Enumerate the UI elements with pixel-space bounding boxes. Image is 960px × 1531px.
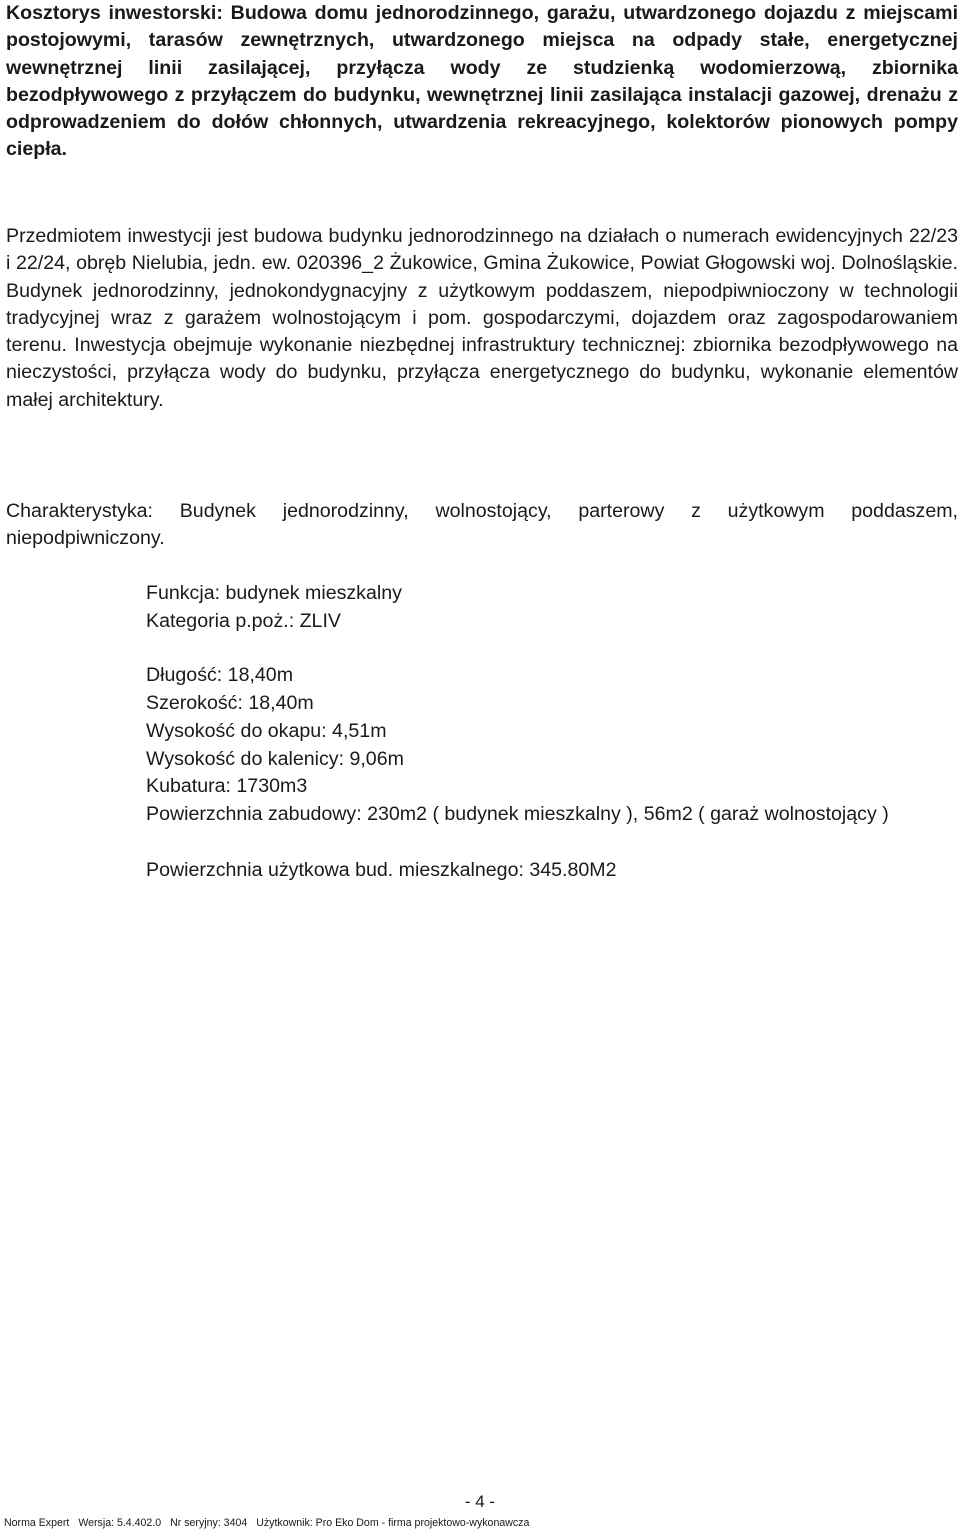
footer-user: Użytkownik: Pro Eko Dom - firma projektowo-wykonawcza <box>256 1517 530 1529</box>
document-page <box>6 0 959 881</box>
spec-ridge-height: Wysokość do kalenicy: 9,06m <box>146 747 404 770</box>
document-title <box>6 0 958 164</box>
footer-software: Norma Expert <box>4 1517 70 1529</box>
title-text: Budowa domu jednorodzinnego, garażu, utwardzonego dojazdu z miejscami postojowymi, tarasów zewnętrznych, utwardzonego miejsca na odpady stałe, energetycznej wewnętrznej linii zasilającej, przyłącza wody ze studzienką wodomierzową, zbiornika bezodpływowego z przyłączem do budynku, wewnętrznej linii zasilająca instalacji gazowej, drenażu z odprowadzeniem do dołów chłonnych, utwardzenia rekreacyjnego, kolektorów pionowych pompy ciepła. <box>6 2 959 161</box>
spec-fire-category: Kategoria p.poż.: ZLIV <box>146 609 341 632</box>
spec-eaves-height: Wysokość do okapu: 4,51m <box>146 719 387 742</box>
spec-volume: Kubatura: 1730m3 <box>146 775 308 798</box>
footer-version: Wersja: 5.4.402.0 <box>78 1517 162 1529</box>
spec-length: Długość: 18,40m <box>146 664 294 687</box>
spec-function: Funkcja: budynek mieszkalny <box>146 582 402 604</box>
spec-usable-area: Powierzchnia użytkowa bud. mieszkalnego: 345.80M2 <box>146 858 617 881</box>
building-characteristics: Charakterystyka: Budynek jednorodzinny, wolnostojący, parterowy z użytkowym poddaszem, niepodpiwniczony. <box>6 500 958 550</box>
building-specs <box>146 580 958 884</box>
investment-description: Przedmiotem inwestycji jest budowa budynku jednorodzinnego na działach o numerach ewidencyjnych 22/23 i 22/24, obręb Nielubia, jedn. ew. 020396_2 Żukowice, Gmina Żukowice, Powiat Głogowski woj. Dolnośląskie. Budynek jednorodzinny, jednokondygnacyjny z użytkowym poddaszem, niepodpiwnioczony w technologii tradycyjnej wraz z garażem wolnostojącym i pom. gospodarczymi, dojazdem oraz zagospodarowaniem terenu. Inwestycja obejmuje wykonanie niezbędnej infrastruktury technicznej: zbiornika bezodpływowego na nieczystości, przyłącza wody do budynku, przyłącza energetycznego do budynku, wykonanie elementów małej architektury. <box>6 225 958 411</box>
footer-serial: Nr seryjny: 3404 <box>170 1517 248 1529</box>
page-footer <box>4 1517 535 1529</box>
page-number: - 4 - <box>464 1492 496 1511</box>
title-label: Kosztorys inwestorski: <box>6 2 223 24</box>
spec-width: Szerokość: 18,40m <box>146 692 314 715</box>
spec-built-area: Powierzchnia zabudowy: 230m2 ( budynek mieszkalny ), 56m2 ( garaż wolnostojący ) <box>146 802 889 825</box>
